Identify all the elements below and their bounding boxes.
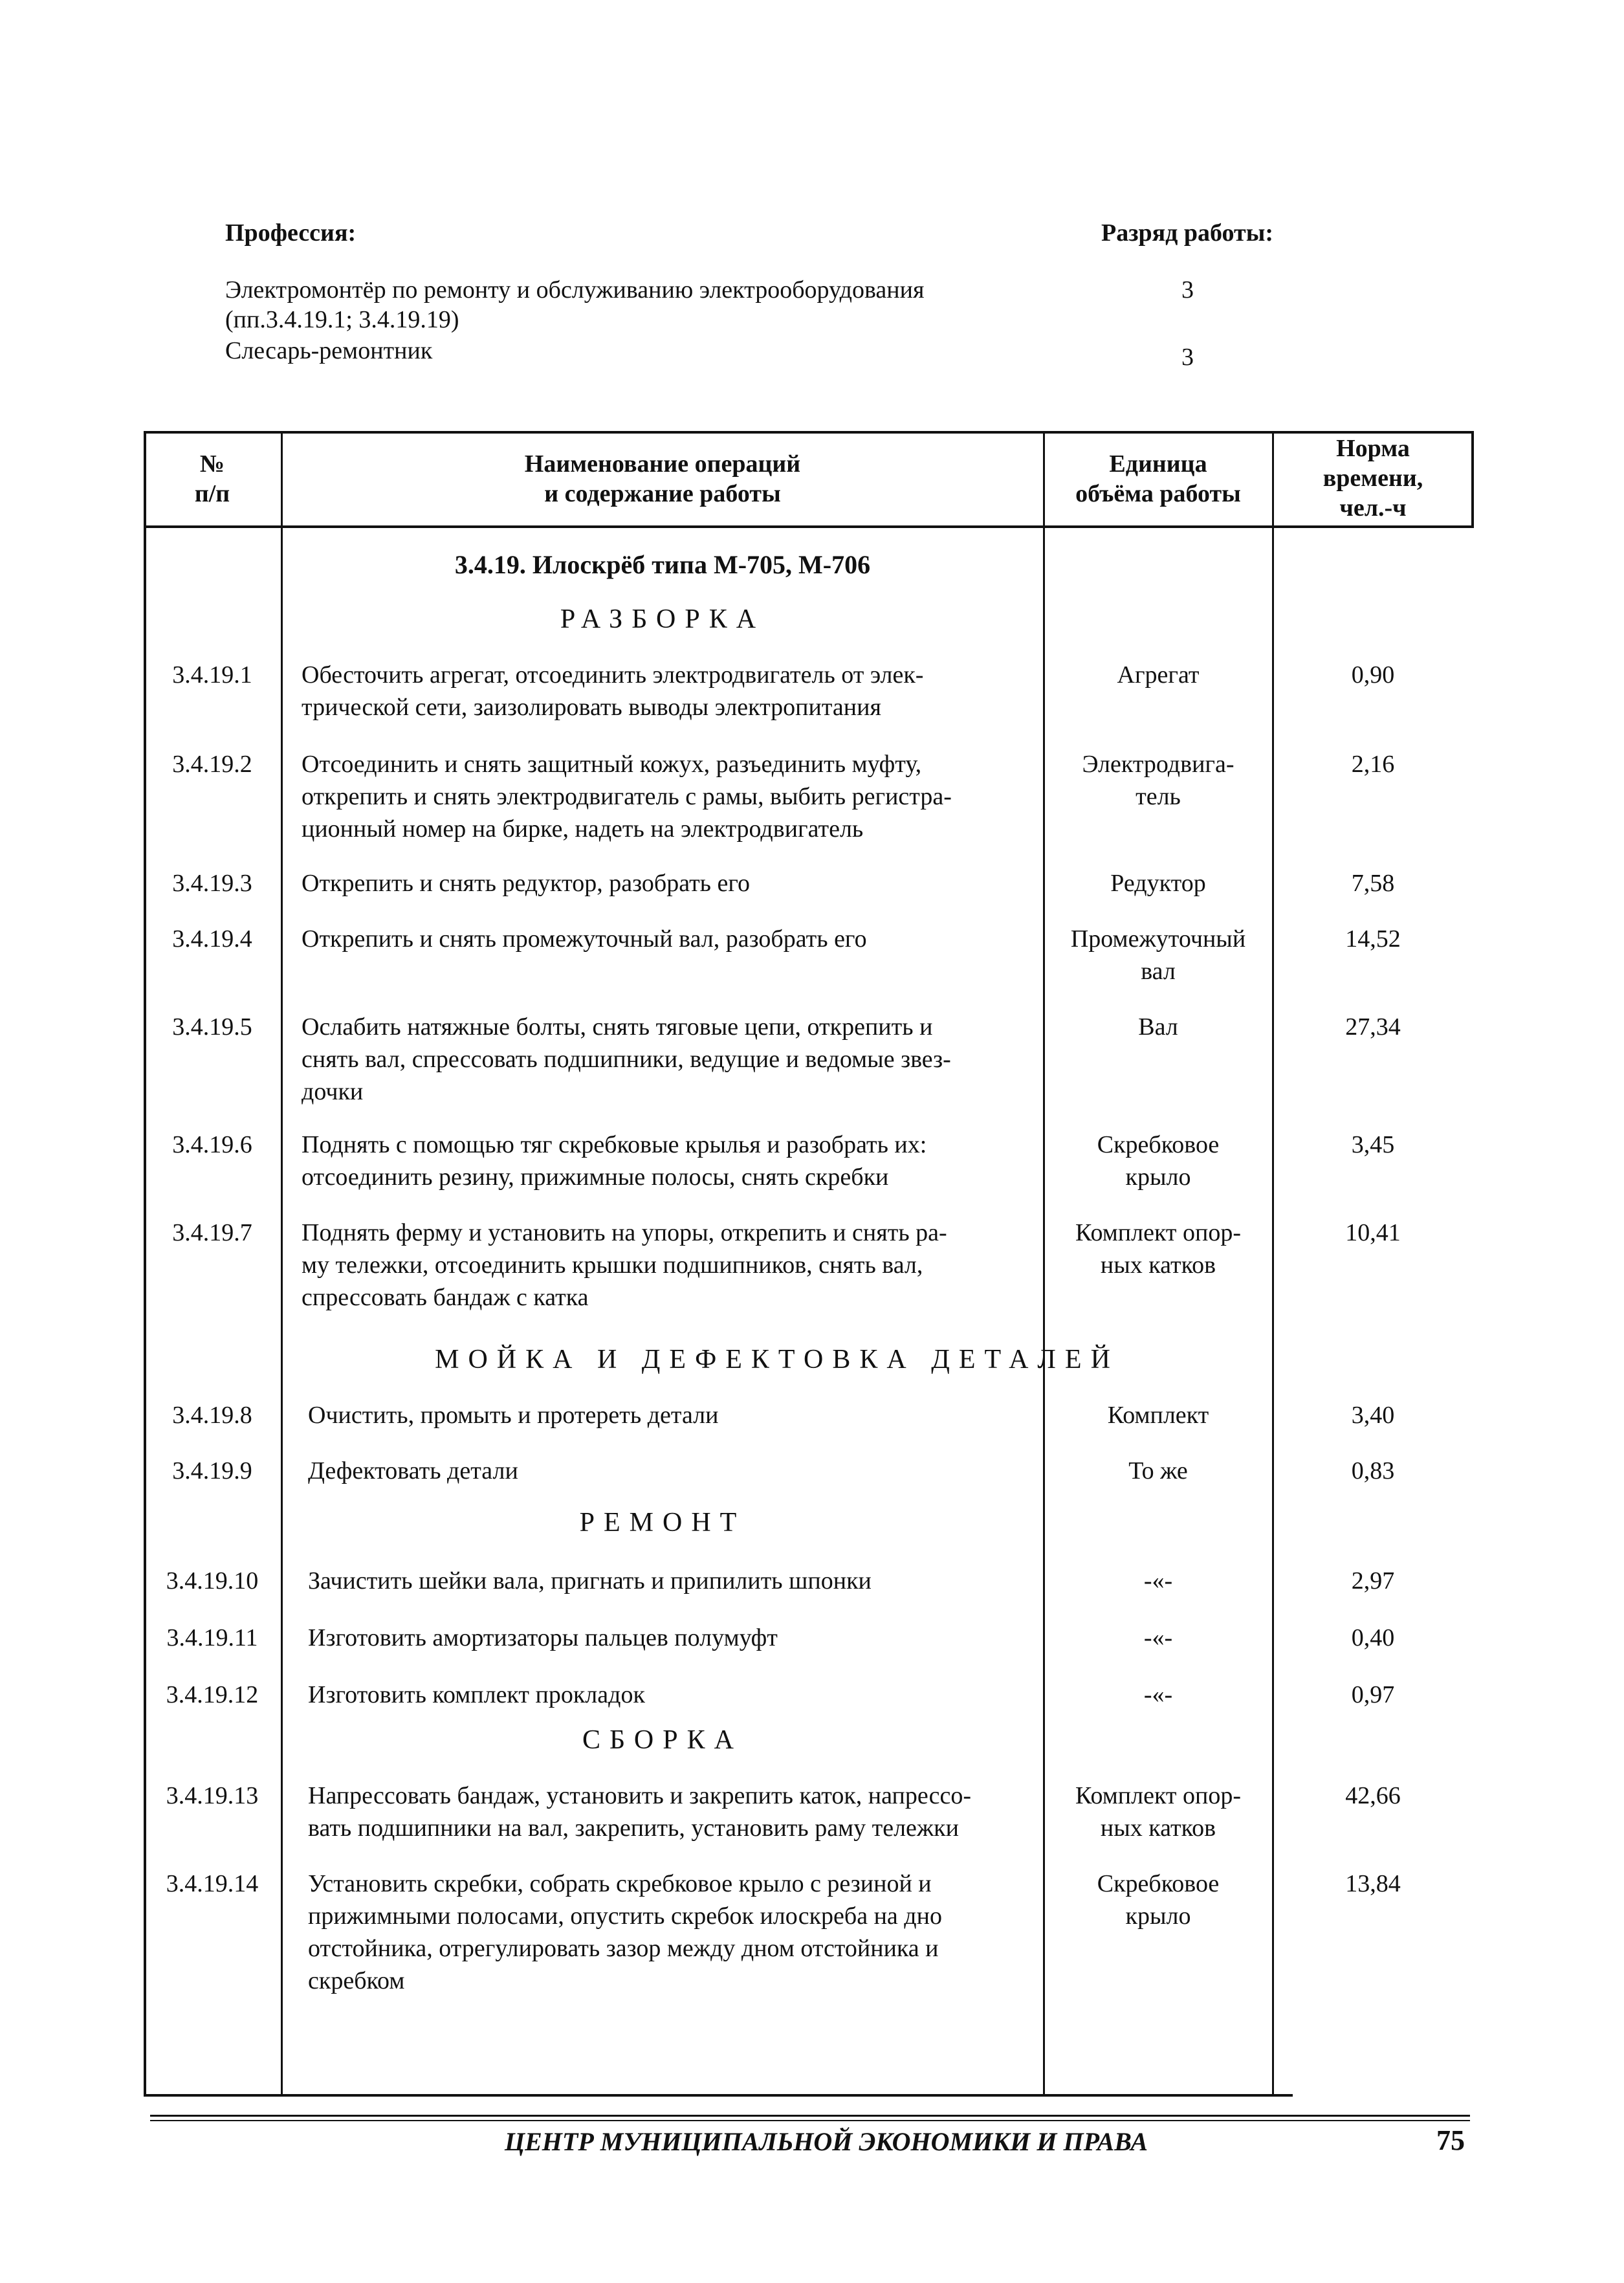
row-operation: Открепить и снять промежуточный вал, разобрать его xyxy=(302,925,867,953)
col-sep-1 xyxy=(281,431,283,2097)
row-operation: Поднять ферму и установить на упоры, открепить и снять ра- му тележки, отсоединить крышки подшипников, снять вал, спрессовать бандаж с катка xyxy=(302,1219,947,1311)
header-bottom-rule xyxy=(144,525,1474,528)
norms-table xyxy=(144,431,1474,2097)
row-norm: 2,16 xyxy=(1351,751,1395,778)
footer-rule-bottom xyxy=(150,2120,1470,2121)
row-unit: -«- xyxy=(1143,1567,1173,1594)
row-norm: 13,84 xyxy=(1345,1870,1401,1897)
row-norm: 7,58 xyxy=(1351,870,1395,897)
col-header-norm: Норма времени, чел.-ч xyxy=(1322,435,1423,522)
row-operation: Открепить и снять редуктор, разобрать его xyxy=(302,870,751,897)
row-norm: 0,90 xyxy=(1351,661,1395,689)
row-unit: Комплект опор- ных катков xyxy=(1075,1219,1241,1279)
row-norm: 0,83 xyxy=(1351,1457,1395,1484)
row-num: 3.4.19.13 xyxy=(166,1782,259,1809)
profession-1-line2: (пп.3.4.19.1; 3.4.19.19) xyxy=(225,306,459,333)
row-operation: Установить скребки, собрать скребковое крыло с резиной и прижимными полосами, опустить скребок илоскреба на дно отстойника, отрегулировать зазор между дном отстойника и скребком xyxy=(308,1870,942,1994)
row-norm: 3,40 xyxy=(1351,1402,1395,1429)
row-unit: Вал xyxy=(1138,1013,1178,1041)
row-unit: Скребковое крыло xyxy=(1097,1870,1220,1930)
row-operation: Напрессовать бандаж, установить и закрепить каток, напрессо- вать подшипники на вал, закрепить, установить раму тележки xyxy=(308,1782,972,1842)
row-unit: Скребковое крыло xyxy=(1097,1131,1220,1191)
profession-2-grade: 3 xyxy=(1181,344,1194,371)
row-norm: 14,52 xyxy=(1345,925,1401,953)
section-disassembly: РАЗБОРКА xyxy=(560,604,765,634)
profession-2-name: Слесарь-ремонтник xyxy=(225,337,433,364)
row-num: 3.4.19.3 xyxy=(172,870,252,897)
grade-label: Разряд работы: xyxy=(1101,219,1274,247)
row-num: 3.4.19.2 xyxy=(172,751,252,778)
row-norm: 3,45 xyxy=(1351,1131,1395,1158)
row-norm: 27,34 xyxy=(1345,1013,1401,1041)
row-norm: 2,97 xyxy=(1351,1567,1395,1594)
row-unit: -«- xyxy=(1143,1624,1173,1651)
row-unit: Электродвига- тель xyxy=(1082,751,1234,810)
publisher-name: ЦЕНТР МУНИЦИПАЛЬНОЙ ЭКОНОМИКИ И ПРАВА xyxy=(505,2127,1148,2156)
row-unit: Редуктор xyxy=(1110,870,1206,897)
row-num: 3.4.19.7 xyxy=(172,1219,252,1246)
row-num: 3.4.19.14 xyxy=(166,1870,259,1897)
table-title: 3.4.19. Илоскрёб типа М-705, М-706 xyxy=(454,550,871,579)
row-norm: 10,41 xyxy=(1345,1219,1401,1246)
row-operation: Поднять с помощью тяг скребковые крылья и разобрать их: отсоединить резину, прижимные полосы, снять скребки xyxy=(302,1131,927,1191)
col-header-name: Наименование операций и содержание работы xyxy=(524,450,801,507)
row-unit: Агрегат xyxy=(1117,661,1200,689)
col-header-num: № п/п xyxy=(194,450,230,507)
profession-1-line1: Электромонтёр по ремонту и обслуживанию электрооборудования xyxy=(225,276,925,303)
section-washing: МОЙКА И ДЕФЕКТОВКА ДЕТАЛЕЙ xyxy=(435,1345,1119,1374)
row-num: 3.4.19.4 xyxy=(172,925,252,953)
row-unit: Комплект опор- ных катков xyxy=(1075,1782,1241,1842)
page-number: 75 xyxy=(1436,2124,1465,2156)
row-norm: 42,66 xyxy=(1345,1782,1401,1809)
row-num: 3.4.19.1 xyxy=(172,661,252,689)
profession-1-grade: 3 xyxy=(1181,276,1194,303)
row-operation: Изготовить амортизаторы пальцев полумуфт xyxy=(308,1624,778,1651)
footer-rule-top xyxy=(150,2115,1470,2117)
row-unit: Комплект xyxy=(1107,1402,1209,1429)
section-assembly: СБОРКА xyxy=(582,1725,743,1755)
row-operation: Ослабить натяжные болты, снять тяговые цепи, открепить и снять вал, спрессовать подшипники, ведущие и ведомые звез- дочки xyxy=(302,1013,951,1105)
row-operation: Очистить, промыть и протереть детали xyxy=(308,1402,719,1429)
row-operation: Отсоединить и снять защитный кожух, разъединить муфту, открепить и снять электродвигатель с рамы, выбить регистра- ционный номер на бирке, надеть на электродвигатель xyxy=(302,751,952,843)
row-unit: -«- xyxy=(1143,1681,1173,1708)
row-operation: Зачистить шейки вала, пригнать и припилить шпонки xyxy=(308,1567,872,1594)
row-num: 3.4.19.9 xyxy=(172,1457,252,1484)
row-operation: Дефектовать детали xyxy=(308,1457,518,1484)
row-num: 3.4.19.10 xyxy=(166,1567,259,1594)
row-norm: 0,97 xyxy=(1351,1681,1395,1708)
row-operation: Изготовить комплект прокладок xyxy=(308,1681,645,1708)
section-repair: РЕМОНТ xyxy=(579,1508,746,1538)
row-operation: Обесточить агрегат, отсоединить электродвигатель от элек- трической сети, заизолировать выводы электропитания xyxy=(302,661,924,721)
col-header-unit: Единица объёма работы xyxy=(1075,450,1241,507)
row-norm: 0,40 xyxy=(1351,1624,1395,1651)
table-border-bottom xyxy=(144,2094,1293,2097)
row-num: 3.4.19.5 xyxy=(172,1013,252,1041)
row-num: 3.4.19.12 xyxy=(166,1681,259,1708)
profession-label: Профессия: xyxy=(225,219,357,247)
row-unit: Промежуточный вал xyxy=(1070,925,1246,985)
row-num: 3.4.19.8 xyxy=(172,1402,252,1429)
row-unit: То же xyxy=(1128,1457,1188,1484)
row-num: 3.4.19.6 xyxy=(172,1131,252,1158)
row-num: 3.4.19.11 xyxy=(166,1624,258,1651)
